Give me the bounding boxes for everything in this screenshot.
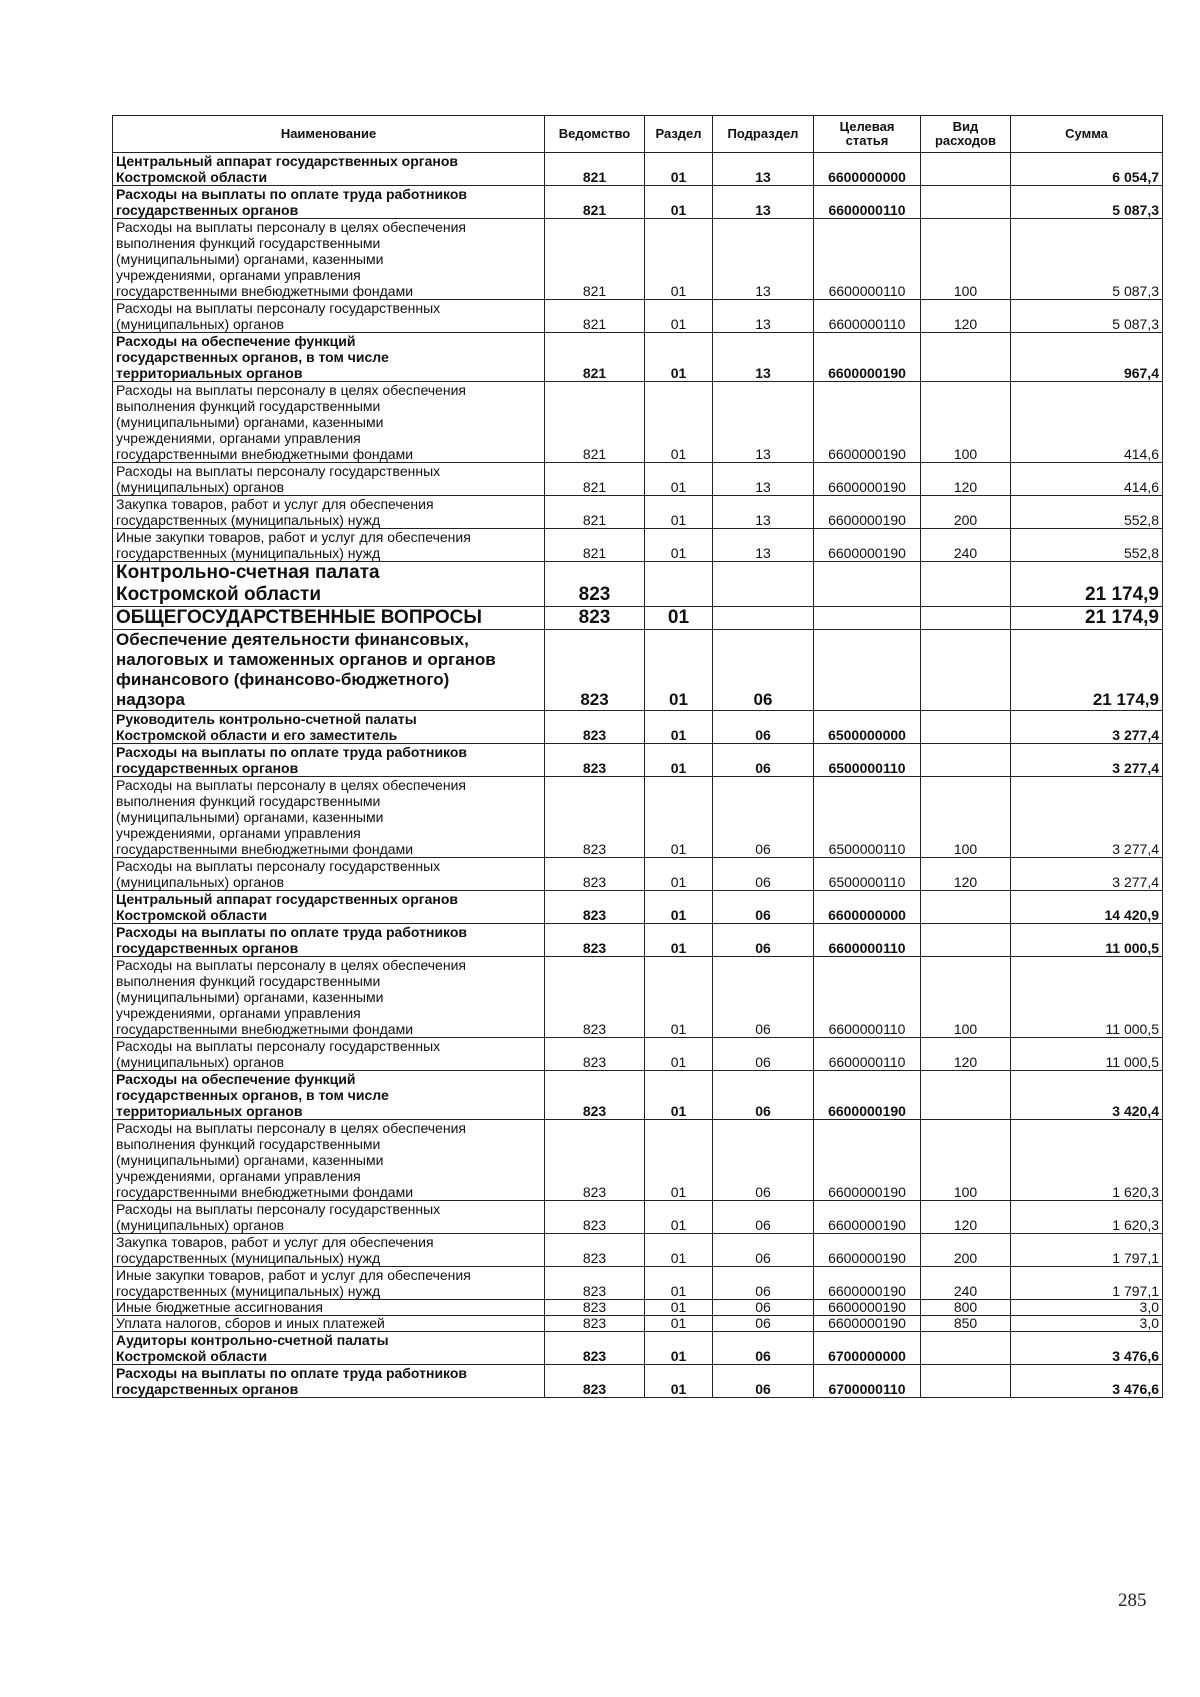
cell-target: 6600000190	[814, 333, 921, 382]
cell-kind: 120	[921, 463, 1011, 496]
cell-section: 01	[645, 496, 713, 529]
cell-kind: 120	[921, 1038, 1011, 1071]
cell-name: Иные закупки товаров, работ и услуг для обеспечения государственных (муниципальных) нужд	[113, 529, 545, 562]
cell-name: Расходы на выплаты персоналу государственных (муниципальных) органов	[113, 1201, 545, 1234]
cell-target: 6600000190	[814, 463, 921, 496]
cell-subsection: 06	[713, 630, 814, 711]
cell-subsection: 06	[713, 858, 814, 891]
cell-section: 01	[645, 219, 713, 300]
cell-section: 01	[645, 300, 713, 333]
table-row	[113, 711, 1163, 744]
cell-subsection: 13	[713, 300, 814, 333]
cell-subsection: 06	[713, 924, 814, 957]
cell-target: 6600000190	[814, 1316, 921, 1332]
table-row	[113, 1267, 1163, 1300]
cell-dept: 823	[545, 1300, 645, 1316]
cell-sum: 414,6	[1011, 382, 1163, 463]
cell-subsection: 13	[713, 382, 814, 463]
cell-subsection: 06	[713, 777, 814, 858]
cell-target	[814, 607, 921, 630]
cell-target: 6600000190	[814, 529, 921, 562]
cell-target: 6600000110	[814, 219, 921, 300]
cell-subsection: 06	[713, 1332, 814, 1365]
cell-name: Расходы на выплаты персоналу в целях обеспечения выполнения функций государственными (муниципальными) органами, казенными учреждениями, органами управления государственными внебюджетными фондами	[113, 1120, 545, 1201]
cell-dept: 823	[545, 1038, 645, 1071]
cell-dept: 821	[545, 219, 645, 300]
cell-section: 01	[645, 1300, 713, 1316]
table-row	[113, 300, 1163, 333]
table-row	[113, 1234, 1163, 1267]
cell-name: Обеспечение деятельности финансовых, налоговых и таможенных органов и органов финансового (финансово-бюджетного) надзора	[113, 630, 545, 711]
table-row	[113, 1201, 1163, 1234]
table-row	[113, 957, 1163, 1038]
cell-kind: 200	[921, 496, 1011, 529]
cell-kind: 100	[921, 1120, 1011, 1201]
cell-dept: 823	[545, 744, 645, 777]
table-row	[113, 496, 1163, 529]
cell-dept: 821	[545, 153, 645, 186]
cell-target: 6500000000	[814, 711, 921, 744]
cell-section: 01	[645, 529, 713, 562]
header-name: Наименование	[113, 116, 545, 153]
cell-subsection: 06	[713, 1201, 814, 1234]
cell-name: Закупка товаров, работ и услуг для обеспечения государственных (муниципальных) нужд	[113, 1234, 545, 1267]
cell-kind	[921, 333, 1011, 382]
cell-section: 01	[645, 1332, 713, 1365]
cell-sum: 1 620,3	[1011, 1201, 1163, 1234]
header-dept: Ведомство	[545, 116, 645, 153]
cell-name: Расходы на выплаты персоналу в целях обеспечения выполнения функций государственными (муниципальными) органами, казенными учреждениями, органами управления государственными внебюджетными фондами	[113, 957, 545, 1038]
cell-target: 6700000000	[814, 1332, 921, 1365]
cell-target: 6600000000	[814, 153, 921, 186]
cell-name: Расходы на выплаты по оплате труда работников государственных органов	[113, 744, 545, 777]
cell-target: 6500000110	[814, 858, 921, 891]
cell-dept: 821	[545, 186, 645, 219]
cell-name: Иные закупки товаров, работ и услуг для обеспечения государственных (муниципальных) нужд	[113, 1267, 545, 1300]
cell-subsection: 06	[713, 1300, 814, 1316]
cell-name: Закупка товаров, работ и услуг для обеспечения государственных (муниципальных) нужд	[113, 496, 545, 529]
cell-section: 01	[645, 1071, 713, 1120]
cell-kind: 200	[921, 1234, 1011, 1267]
cell-kind	[921, 744, 1011, 777]
cell-sum: 11 000,5	[1011, 924, 1163, 957]
cell-section: 01	[645, 630, 713, 711]
cell-subsection: 06	[713, 711, 814, 744]
budget-table	[112, 115, 1163, 1398]
cell-sum: 14 420,9	[1011, 891, 1163, 924]
cell-sum: 21 174,9	[1011, 607, 1163, 630]
cell-target: 6600000190	[814, 1300, 921, 1316]
cell-target: 6600000190	[814, 1071, 921, 1120]
cell-name: Расходы на выплаты персоналу в целях обеспечения выполнения функций государственными (муниципальными) органами, казенными учреждениями, органами управления государственными внебюджетными фондами	[113, 382, 545, 463]
cell-kind: 850	[921, 1316, 1011, 1332]
cell-dept: 823	[545, 891, 645, 924]
cell-sum: 3 277,4	[1011, 711, 1163, 744]
cell-dept: 821	[545, 300, 645, 333]
cell-kind	[921, 1332, 1011, 1365]
cell-sum: 3 277,4	[1011, 777, 1163, 858]
table-row	[113, 219, 1163, 300]
table-row	[113, 1071, 1163, 1120]
cell-sum: 1 797,1	[1011, 1234, 1163, 1267]
table-row	[113, 463, 1163, 496]
cell-kind	[921, 562, 1011, 607]
cell-name: ОБЩЕГОСУДАРСТВЕННЫЕ ВОПРОСЫ	[113, 607, 545, 630]
cell-dept: 823	[545, 1332, 645, 1365]
cell-section: 01	[645, 382, 713, 463]
cell-dept: 823	[545, 630, 645, 711]
cell-dept: 821	[545, 463, 645, 496]
table-row	[113, 186, 1163, 219]
cell-kind: 240	[921, 529, 1011, 562]
cell-sum: 967,4	[1011, 333, 1163, 382]
cell-dept: 823	[545, 858, 645, 891]
cell-kind: 100	[921, 777, 1011, 858]
cell-sum: 552,8	[1011, 496, 1163, 529]
cell-sum: 3 277,4	[1011, 858, 1163, 891]
cell-subsection: 13	[713, 496, 814, 529]
cell-name: Расходы на выплаты по оплате труда работников государственных органов	[113, 186, 545, 219]
cell-kind	[921, 186, 1011, 219]
cell-target	[814, 630, 921, 711]
cell-subsection: 13	[713, 333, 814, 382]
table-row	[113, 529, 1163, 562]
cell-target: 6600000190	[814, 1267, 921, 1300]
cell-target: 6500000110	[814, 744, 921, 777]
cell-name: Расходы на выплаты по оплате труда работников государственных органов	[113, 924, 545, 957]
cell-subsection: 06	[713, 1365, 814, 1398]
cell-name: Руководитель контрольно-счетной палаты Костромской области и его заместитель	[113, 711, 545, 744]
table-row	[113, 1120, 1163, 1201]
table-row	[113, 607, 1163, 630]
cell-section: 01	[645, 1120, 713, 1201]
cell-name: Уплата налогов, сборов и иных платежей	[113, 1316, 545, 1332]
table-row	[113, 744, 1163, 777]
cell-kind	[921, 711, 1011, 744]
cell-dept: 823	[545, 607, 645, 630]
cell-sum: 21 174,9	[1011, 562, 1163, 607]
cell-name: Расходы на выплаты персоналу государственных (муниципальных) органов	[113, 858, 545, 891]
cell-name: Расходы на выплаты по оплате труда работников государственных органов	[113, 1365, 545, 1398]
header-sum: Сумма	[1011, 116, 1163, 153]
cell-subsection	[713, 607, 814, 630]
table-row	[113, 777, 1163, 858]
cell-kind: 100	[921, 382, 1011, 463]
table-row	[113, 153, 1163, 186]
cell-sum: 3 420,4	[1011, 1071, 1163, 1120]
cell-sum: 5 087,3	[1011, 300, 1163, 333]
cell-name: Аудиторы контрольно-счетной палаты Костромской области	[113, 1332, 545, 1365]
cell-section: 01	[645, 957, 713, 1038]
cell-sum: 3,0	[1011, 1316, 1163, 1332]
cell-sum: 21 174,9	[1011, 630, 1163, 711]
cell-name: Расходы на обеспечение функций государственных органов, в том числе территориальных органов	[113, 333, 545, 382]
table-row	[113, 630, 1163, 711]
cell-name: Расходы на выплаты персоналу государственных (муниципальных) органов	[113, 1038, 545, 1071]
cell-target: 6500000110	[814, 777, 921, 858]
cell-sum: 414,6	[1011, 463, 1163, 496]
cell-dept: 823	[545, 1201, 645, 1234]
cell-target: 6600000110	[814, 1038, 921, 1071]
cell-sum: 552,8	[1011, 529, 1163, 562]
cell-sum: 6 054,7	[1011, 153, 1163, 186]
cell-dept: 821	[545, 496, 645, 529]
cell-section: 01	[645, 333, 713, 382]
table-row	[113, 382, 1163, 463]
cell-section: 01	[645, 1267, 713, 1300]
cell-kind: 100	[921, 219, 1011, 300]
cell-section: 01	[645, 607, 713, 630]
cell-kind	[921, 1071, 1011, 1120]
cell-subsection: 06	[713, 891, 814, 924]
cell-subsection: 06	[713, 1267, 814, 1300]
table-row	[113, 1365, 1163, 1398]
table-header-row	[113, 116, 1163, 153]
cell-subsection: 06	[713, 1316, 814, 1332]
cell-kind	[921, 1365, 1011, 1398]
cell-name: Центральный аппарат государственных органов Костромской области	[113, 153, 545, 186]
cell-subsection: 13	[713, 529, 814, 562]
cell-dept: 823	[545, 777, 645, 858]
page-number: 285	[1118, 1590, 1147, 1611]
cell-subsection: 06	[713, 1234, 814, 1267]
table-row	[113, 333, 1163, 382]
cell-kind: 120	[921, 300, 1011, 333]
header-kind: Вид расходов	[921, 116, 1011, 153]
cell-name: Расходы на обеспечение функций государственных органов, в том числе территориальных органов	[113, 1071, 545, 1120]
cell-target: 6600000110	[814, 186, 921, 219]
cell-target: 6600000110	[814, 924, 921, 957]
cell-kind: 240	[921, 1267, 1011, 1300]
cell-sum: 11 000,5	[1011, 957, 1163, 1038]
cell-target: 6600000110	[814, 300, 921, 333]
cell-dept: 823	[545, 1267, 645, 1300]
cell-subsection: 06	[713, 1038, 814, 1071]
cell-dept: 823	[545, 924, 645, 957]
cell-sum: 3 476,6	[1011, 1332, 1163, 1365]
cell-section: 01	[645, 924, 713, 957]
cell-target: 6600000000	[814, 891, 921, 924]
cell-kind	[921, 891, 1011, 924]
table-row	[113, 891, 1163, 924]
cell-dept: 823	[545, 1365, 645, 1398]
table-row	[113, 1038, 1163, 1071]
cell-name: Иные бюджетные ассигнования	[113, 1300, 545, 1316]
header-target: Целевая статья	[814, 116, 921, 153]
cell-sum: 11 000,5	[1011, 1038, 1163, 1071]
cell-dept: 821	[545, 333, 645, 382]
cell-dept: 821	[545, 382, 645, 463]
header-subsection: Подраздел	[713, 116, 814, 153]
cell-section: 01	[645, 186, 713, 219]
cell-section: 01	[645, 1316, 713, 1332]
cell-dept: 823	[545, 1120, 645, 1201]
cell-dept: 823	[545, 1234, 645, 1267]
cell-kind: 100	[921, 957, 1011, 1038]
cell-name: Расходы на выплаты персоналу государственных (муниципальных) органов	[113, 300, 545, 333]
cell-section	[645, 562, 713, 607]
cell-sum: 3 277,4	[1011, 744, 1163, 777]
cell-subsection: 13	[713, 153, 814, 186]
cell-target: 6600000190	[814, 1120, 921, 1201]
cell-subsection: 06	[713, 957, 814, 1038]
table-row	[113, 1300, 1163, 1316]
cell-kind	[921, 630, 1011, 711]
cell-dept: 823	[545, 1316, 645, 1332]
cell-name: Расходы на выплаты персоналу государственных (муниципальных) органов	[113, 463, 545, 496]
cell-kind: 800	[921, 1300, 1011, 1316]
cell-subsection: 06	[713, 1071, 814, 1120]
cell-target: 6600000190	[814, 496, 921, 529]
cell-kind	[921, 607, 1011, 630]
table-row	[113, 1316, 1163, 1332]
cell-section: 01	[645, 1038, 713, 1071]
cell-section: 01	[645, 858, 713, 891]
cell-sum: 5 087,3	[1011, 219, 1163, 300]
cell-subsection: 13	[713, 463, 814, 496]
cell-section: 01	[645, 1365, 713, 1398]
cell-name: Центральный аппарат государственных органов Костромской области	[113, 891, 545, 924]
cell-name: Контрольно-счетная палата Костромской области	[113, 562, 545, 607]
table-row	[113, 562, 1163, 607]
cell-subsection	[713, 562, 814, 607]
cell-sum: 1 620,3	[1011, 1120, 1163, 1201]
cell-target: 6600000190	[814, 1201, 921, 1234]
cell-section: 01	[645, 1234, 713, 1267]
cell-dept: 823	[545, 711, 645, 744]
cell-section: 01	[645, 711, 713, 744]
header-section: Раздел	[645, 116, 713, 153]
cell-section: 01	[645, 153, 713, 186]
cell-subsection: 06	[713, 744, 814, 777]
cell-sum: 1 797,1	[1011, 1267, 1163, 1300]
cell-section: 01	[645, 777, 713, 858]
table-row	[113, 858, 1163, 891]
cell-subsection: 06	[713, 1120, 814, 1201]
cell-name: Расходы на выплаты персоналу в целях обеспечения выполнения функций государственными (муниципальными) органами, казенными учреждениями, органами управления государственными внебюджетными фондами	[113, 777, 545, 858]
cell-target: 6600000190	[814, 1234, 921, 1267]
cell-section: 01	[645, 744, 713, 777]
cell-target	[814, 562, 921, 607]
cell-target: 6600000110	[814, 957, 921, 1038]
cell-kind: 120	[921, 1201, 1011, 1234]
cell-dept: 823	[545, 562, 645, 607]
cell-section: 01	[645, 463, 713, 496]
cell-subsection: 13	[713, 219, 814, 300]
cell-sum: 5 087,3	[1011, 186, 1163, 219]
cell-sum: 3 476,6	[1011, 1365, 1163, 1398]
cell-kind: 120	[921, 858, 1011, 891]
cell-target: 6600000190	[814, 382, 921, 463]
table-body	[113, 153, 1163, 1398]
cell-subsection: 13	[713, 186, 814, 219]
table-row	[113, 924, 1163, 957]
table-row	[113, 1332, 1163, 1365]
cell-target: 6700000110	[814, 1365, 921, 1398]
cell-kind	[921, 924, 1011, 957]
cell-sum: 3,0	[1011, 1300, 1163, 1316]
cell-dept: 823	[545, 1071, 645, 1120]
cell-name: Расходы на выплаты персоналу в целях обеспечения выполнения функций государственными (муниципальными) органами, казенными учреждениями, органами управления государственными внебюджетными фондами	[113, 219, 545, 300]
cell-dept: 823	[545, 957, 645, 1038]
cell-kind	[921, 153, 1011, 186]
cell-section: 01	[645, 891, 713, 924]
cell-section: 01	[645, 1201, 713, 1234]
cell-dept: 821	[545, 529, 645, 562]
